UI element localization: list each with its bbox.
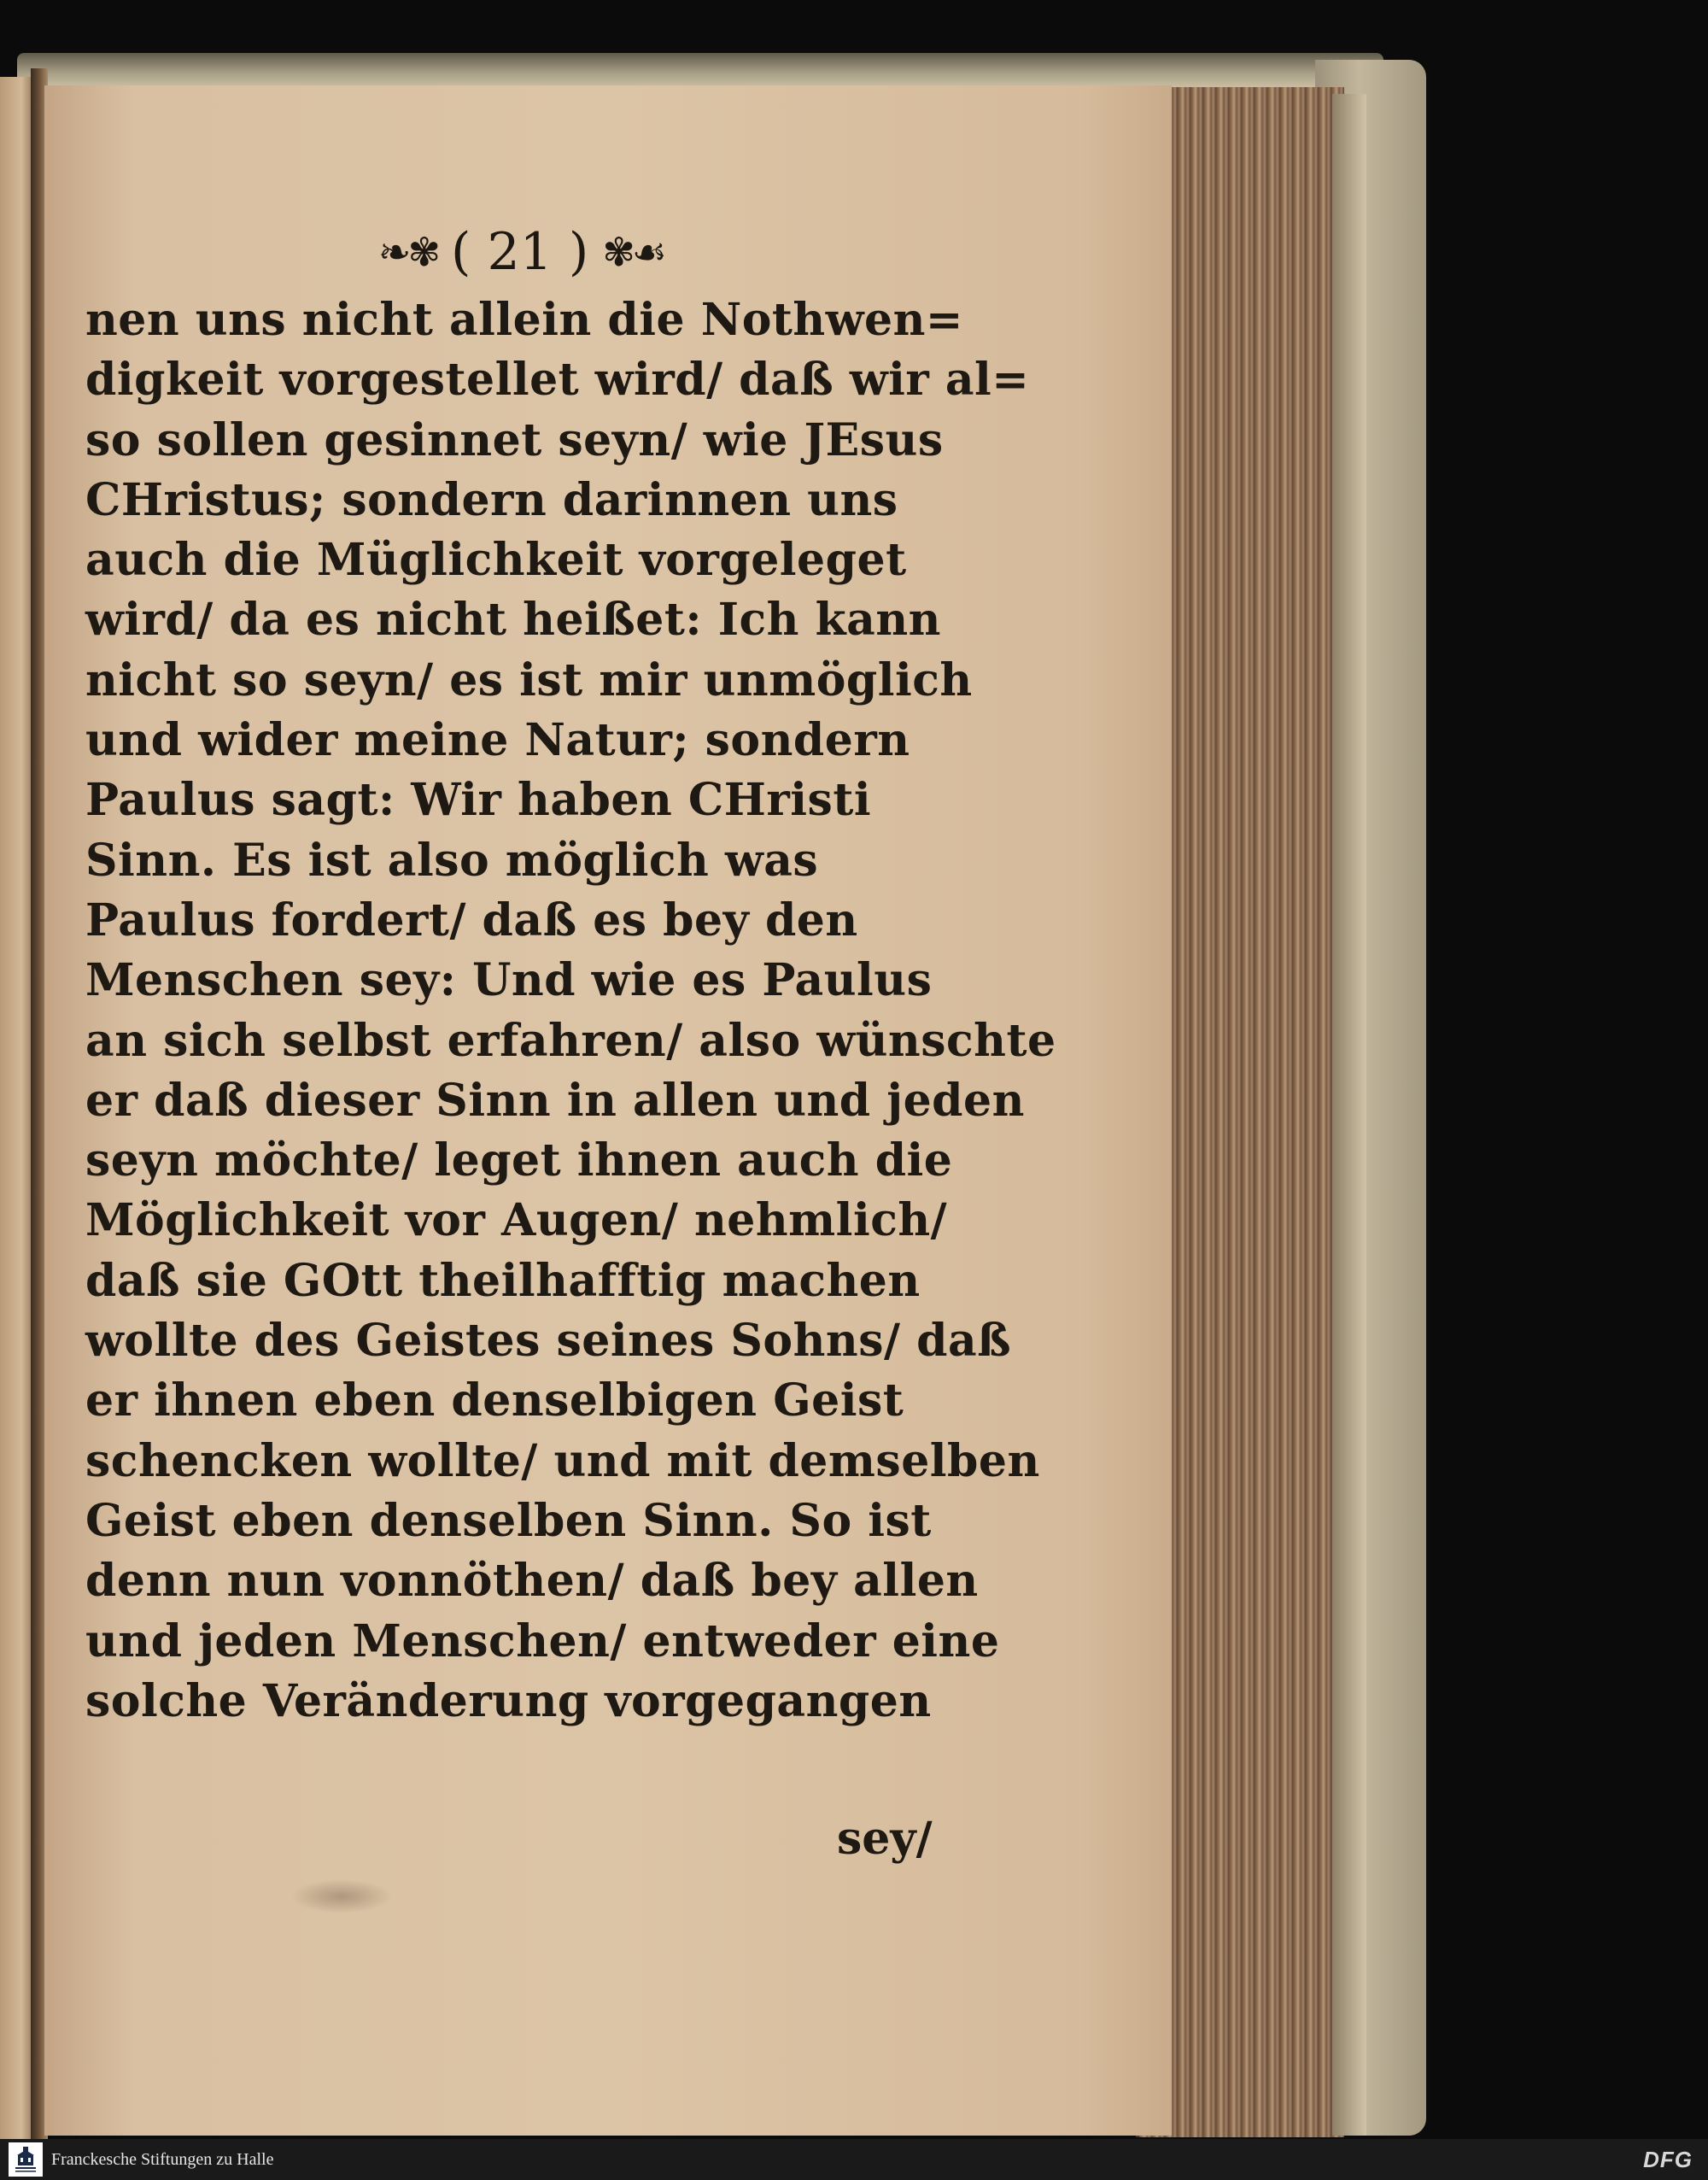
viewer-footer — [0, 2139, 1708, 2180]
text-line: Paulus sagt: Wir haben CHristi — [85, 774, 872, 827]
text-line: Paulus fordert/ daß es bey den — [85, 894, 858, 946]
text-line: an sich selbst erfahren/ also wünschte — [85, 1014, 1056, 1067]
catchword: sey/ — [837, 1813, 933, 1865]
text-line: solche Veränderung vorgegangen — [85, 1674, 932, 1727]
institution-name: Franckesche Stiftungen zu Halle — [51, 2149, 274, 2169]
page-header — [325, 214, 717, 290]
book-cover-top-edge — [17, 53, 1383, 87]
text-line: er ihnen eben denselbigen Geist — [85, 1374, 904, 1427]
text-line: Möglichkeit vor Augen/ nehmlich/ — [85, 1194, 948, 1247]
text-line: daß sie GOtt theilhafftig machen — [85, 1254, 921, 1307]
text-line: Geist eben denselben Sinn. So ist — [85, 1494, 932, 1547]
paper-stain — [290, 1879, 393, 1913]
text-line: seyn möchte/ leget ihnen auch die — [85, 1134, 953, 1187]
text-line: Menschen sey: Und wie es Paulus — [85, 954, 933, 1007]
ornament-right-icon: ✾☙ — [602, 229, 664, 275]
text-line: und wider meine Natur; sondern — [85, 714, 910, 767]
text-line: schencken wollte/ und mit demselben — [85, 1434, 1040, 1487]
text-line: und jeden Menschen/ entweder eine — [85, 1614, 1000, 1667]
text-line: auch die Müglichkeit vorgeleget — [85, 534, 907, 587]
text-line: nicht so seyn/ es ist mir unmöglich — [85, 653, 973, 706]
page-number: ( 21 ) — [451, 222, 589, 282]
text-line: denn nun vonnöthen/ daß bey allen — [85, 1555, 979, 1608]
cover-board-edge — [1332, 94, 1366, 2136]
francke-foundation-logo-icon — [9, 2142, 43, 2177]
ornament-left-icon: ❧✾ — [377, 229, 437, 275]
body-text — [85, 290, 1056, 1732]
text-line: so sollen gesinnet seyn/ wie JEsus — [85, 413, 944, 466]
institution-credit — [9, 2142, 273, 2177]
dfg-logo: DFG — [1643, 2146, 1693, 2172]
text-line: digkeit vorgestellet wird/ daß wir al= — [85, 354, 1030, 407]
text-line: nen uns nicht allein die Nothwen= — [85, 294, 963, 346]
text-line: Sinn. Es ist also möglich was — [85, 834, 819, 887]
text-line: er daß dieser Sinn in allen und jeden — [85, 1074, 1025, 1127]
text-line: CHristus; sondern darinnen uns — [85, 473, 898, 526]
text-line: wird/ da es nicht heißet: Ich kann — [85, 594, 941, 647]
text-line: wollte des Geistes seines Sohns/ daß — [85, 1315, 1012, 1368]
